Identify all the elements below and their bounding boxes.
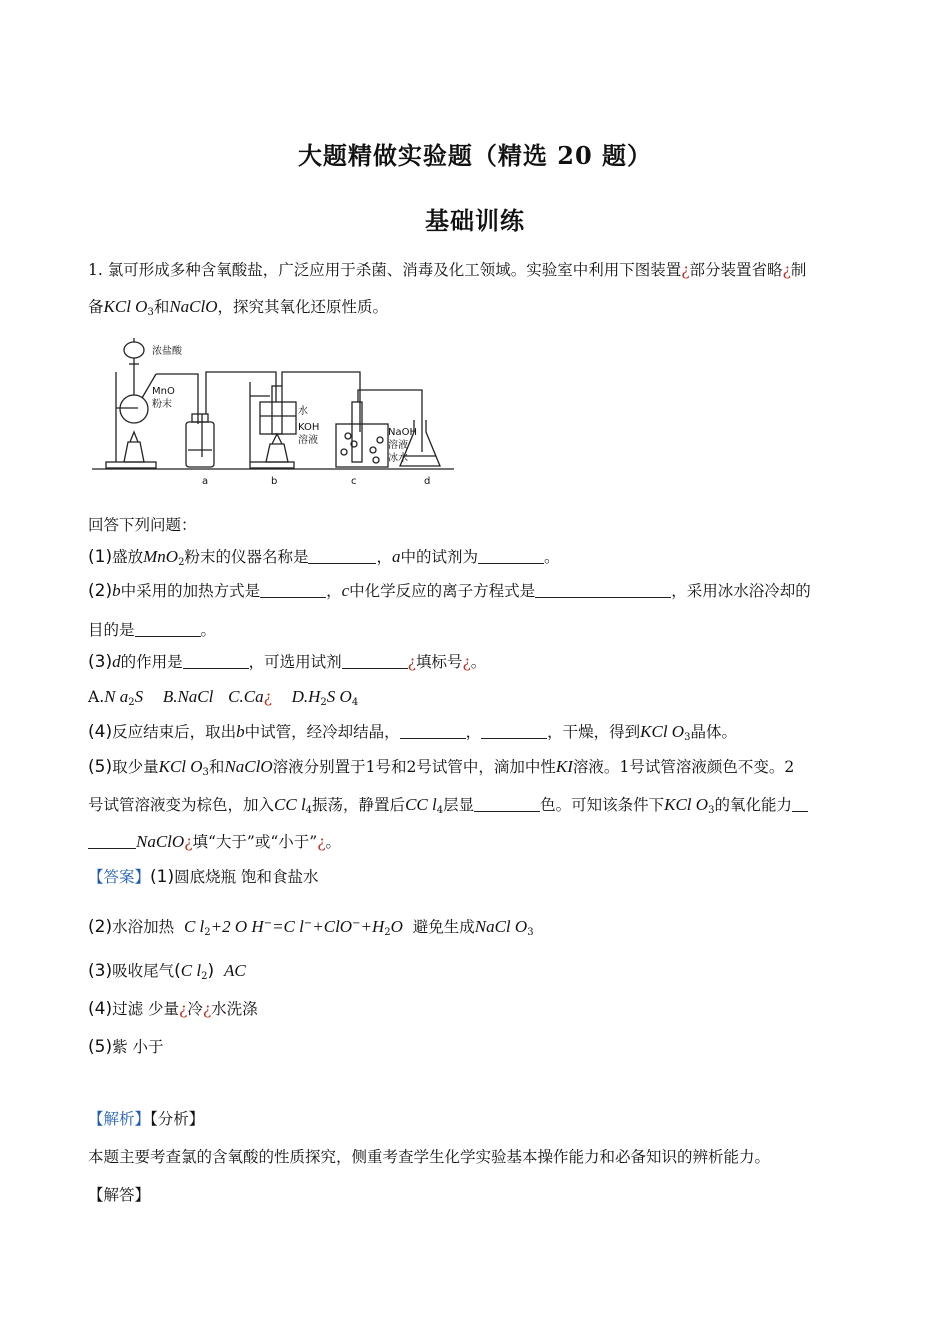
svg-text:浓盐酸: 浓盐酸 xyxy=(152,346,182,357)
svg-text:粉末: 粉末 xyxy=(152,399,172,410)
svg-text:MnO: MnO xyxy=(152,386,175,397)
answer-5: (5)紫 小于 xyxy=(88,1037,164,1057)
q1-part2: (2)b中采用的加热方式是 ，c中化学反应的离子方程式是 ，采用冰水浴冷却的 xyxy=(88,581,811,601)
svg-text:KOH: KOH xyxy=(298,422,320,433)
svg-text:水: 水 xyxy=(298,406,308,417)
analysis-text: 本题主要考查氯的含氧酸的性质探究，侧重考查学生化学实验基本操作能力和必备知识的辨析能力。 xyxy=(88,1148,771,1166)
apparatus-figure xyxy=(88,332,458,487)
answer-4: (4)过滤 少量¿冷¿水洗涤 xyxy=(88,999,258,1019)
answer-1: 【答案】(1)圆底烧瓶 饱和食盐水 xyxy=(88,867,319,887)
q1-prompt: 回答下列问题： xyxy=(88,516,197,534)
q1-stem-line1: 1. 氯可形成多种含氧酸盐，广泛应用于杀菌、消毒及化工领域。实验室中利用下图装置¿部分装置省略¿制 xyxy=(88,261,807,279)
q1-part1: (1)盛放MnO$_2$粉末的仪器名称是 ，a中的试剂为 。 xyxy=(88,547,560,568)
answer-3: (3)吸收尾气(C $l_2$) AC xyxy=(88,961,246,982)
q1-part5-cont1: 号试管溶液变为棕色，加入CC $l_4$振荡，静置后CC $l_4$层显 色。可知该条件下KCl $O_3$的氧化能力 xyxy=(88,794,868,822)
doc-subtitle: 基础训练 xyxy=(425,206,525,235)
svg-text:溶液: 溶液 xyxy=(298,435,318,446)
doc-title: 大题精做实验题（精选 20 题） xyxy=(297,141,653,170)
answer-2: (2)水浴加热 C $l_2+2$ O H−=C $l^-+ClO^-+H_2O$ 避免生成NaCl $O_3$ xyxy=(88,917,534,938)
svg-text:a: a xyxy=(202,476,209,487)
svg-text:b: b xyxy=(271,476,278,487)
analysis-header: 【解析】【分析】 xyxy=(88,1110,205,1128)
q1-part5-cont2: NaClO¿填“大于”或“小于”¿。 xyxy=(88,831,868,853)
svg-text:d: d xyxy=(424,476,431,487)
svg-text:冰水: 冰水 xyxy=(388,453,408,464)
q1-options: A.N $a_2S$ B.NaCl C.Ca¿ $D.H_2S$ $O_4$ xyxy=(88,687,359,708)
q1-part5: (5)取少量KCl $O_3$和NaClO溶液分别置于1号和2号试管中，滴加中性KI溶液。1号试管溶液颜色不变。2 xyxy=(88,757,795,778)
q1-part3: (3)d的作用是 ，可选用试剂 ¿填标号¿。 xyxy=(88,652,487,672)
jieda-tag: 【解答】 xyxy=(88,1186,151,1204)
q1-stem-line2: 备KCl $O_3$和NaClO，探究其氧化还原性质。 xyxy=(88,297,389,318)
svg-text:c: c xyxy=(351,476,357,487)
svg-text:溶液: 溶液 xyxy=(388,440,408,451)
answer-tag: 【答案】 xyxy=(88,868,151,886)
q1-part2-cont: 目的是 。 xyxy=(88,621,217,639)
q1-part4: (4)反应结束后，取出b中试管，经冷却结晶， ， ，干燥，得到KCl $O_3$晶体。 xyxy=(88,722,737,743)
svg-text:NaOH: NaOH xyxy=(388,427,417,438)
